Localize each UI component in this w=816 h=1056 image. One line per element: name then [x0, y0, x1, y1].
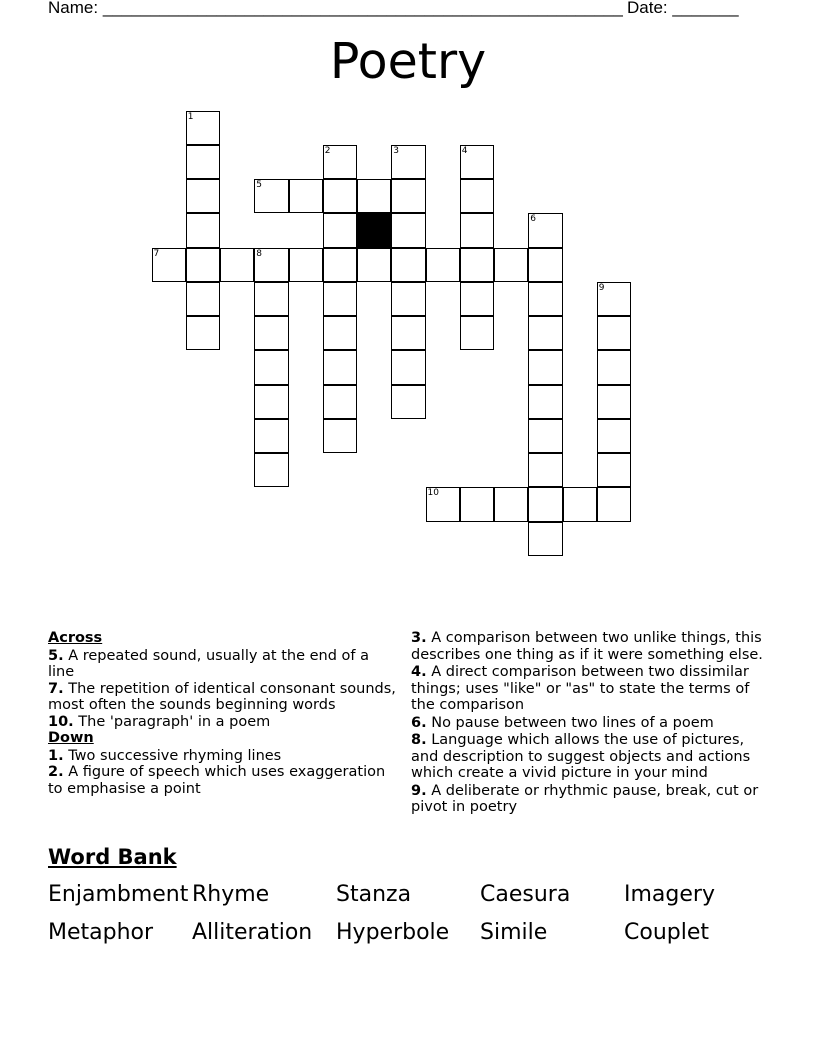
crossword-cell[interactable] [426, 248, 460, 282]
crossword-cell[interactable] [186, 145, 220, 179]
clue-number-label: 2 [324, 145, 331, 156]
clue-down-1 [48, 748, 398, 765]
clue-text: The 'paragraph' in a poem [78, 713, 271, 730]
word-bank-item: Imagery [624, 882, 715, 907]
crossword-cell[interactable] [528, 213, 562, 247]
clue-number: 1. [48, 747, 64, 764]
crossword-cell[interactable] [597, 487, 631, 521]
crossword-cell[interactable] [528, 316, 562, 350]
clue-number-label: 7 [153, 248, 160, 259]
word-bank-item: Metaphor [48, 920, 154, 945]
crossword-cell[interactable] [460, 213, 494, 247]
crossword-cell[interactable] [391, 385, 425, 419]
crossword-cell[interactable] [460, 179, 494, 213]
clue-number: 3. [411, 630, 427, 646]
crossword-cell[interactable] [528, 350, 562, 384]
clue-down-9 [411, 783, 771, 816]
across-heading: Across [48, 630, 103, 646]
clue-number-label: 6 [530, 214, 536, 225]
crossword-cell[interactable] [528, 248, 562, 282]
clue-number-label: 3 [393, 145, 399, 156]
clue-text: A repeated sound, usually at the end of a line [48, 647, 370, 680]
crossword-cell[interactable] [460, 282, 494, 316]
crossword-cell[interactable] [563, 487, 597, 521]
crossword-cell[interactable] [186, 248, 220, 282]
crossword-cell[interactable] [460, 145, 494, 179]
crossword-cell[interactable] [254, 316, 288, 350]
clue-down-6 [411, 715, 771, 732]
crossword-cell[interactable] [254, 248, 288, 282]
clue-text: No pause between two lines of a poem [431, 714, 714, 731]
crossword-cell[interactable] [494, 487, 528, 521]
clue-down-8 [411, 732, 771, 782]
crossword-cell[interactable] [186, 111, 220, 145]
crossword-cell[interactable] [597, 282, 631, 316]
page-title: Poetry [329, 33, 487, 90]
crossword-cell[interactable] [597, 419, 631, 453]
clue-text: The repetition of identical consonant sounds, most often the sounds beginning words [48, 680, 396, 713]
crossword-cell[interactable] [494, 248, 528, 282]
black-square [357, 213, 391, 247]
word-bank-item: Simile [480, 920, 548, 945]
word-bank-title: Word Bank [48, 845, 177, 869]
crossword-cell[interactable] [597, 385, 631, 419]
name-label: Name: [48, 0, 99, 17]
crossword-cell[interactable] [254, 179, 288, 213]
clue-down-2 [48, 764, 398, 797]
clue-text: A deliberate or rhythmic pause, break, cut or pivot in poetry [411, 782, 759, 815]
clue-down-4 [411, 664, 771, 714]
crossword-cell[interactable] [460, 316, 494, 350]
crossword-cell[interactable] [323, 179, 357, 213]
crossword-cell[interactable] [323, 145, 357, 179]
crossword-cell[interactable] [391, 213, 425, 247]
crossword-cell[interactable] [323, 316, 357, 350]
crossword-cell[interactable] [186, 179, 220, 213]
clue-number: 7. [48, 680, 64, 697]
clue-text: A figure of speech which uses exaggeration to emphasise a point [48, 764, 386, 797]
word-bank-item: Stanza [336, 882, 412, 907]
crossword-cell[interactable] [528, 453, 562, 487]
clue-number-label: 5 [256, 180, 262, 190]
date-label: Date: [627, 0, 668, 17]
crossword-cell[interactable] [391, 145, 425, 179]
name-blank: _______________________________________________________ [102, 0, 623, 17]
clue-text: Two successive rhyming lines [68, 747, 282, 764]
clue-down-3 [411, 630, 771, 663]
clue-text: Language which allows the use of pictures, and description to suggest objects and actions which create a vivid picture in your mind [411, 732, 751, 781]
clue-number: 10. [48, 713, 74, 730]
crossword-cell[interactable] [460, 248, 494, 282]
crossword-cell[interactable] [186, 213, 220, 247]
clue-number-label: 10 [427, 488, 439, 499]
crossword-cell[interactable] [289, 179, 323, 213]
clue-text: A direct comparison between two dissimilar things; uses "like" or "as" to state the terms of the comparison [411, 664, 750, 713]
clue-number: 9. [411, 782, 427, 799]
clue-number: 6. [411, 714, 427, 731]
clues-left-column [48, 630, 398, 797]
word-bank-item: Hyperbole [336, 920, 450, 945]
clue-across-5 [48, 648, 398, 681]
crossword-cell[interactable] [391, 282, 425, 316]
crossword-cell[interactable] [254, 385, 288, 419]
crossword-cell[interactable] [289, 248, 323, 282]
clue-number-label: 8 [256, 248, 262, 259]
down-heading: Down [48, 730, 94, 746]
crossword-cell[interactable] [426, 487, 460, 521]
crossword-cell[interactable] [254, 350, 288, 384]
clue-number: 4. [411, 664, 427, 680]
crossword-cell[interactable] [528, 487, 562, 521]
word-bank-item: Alliteration [192, 920, 313, 945]
crossword-cell[interactable] [528, 522, 562, 556]
clue-number-label: 1 [187, 111, 194, 122]
crossword-cell[interactable] [254, 282, 288, 316]
word-bank-item: Rhyme [192, 882, 270, 907]
date-blank: _______ [672, 0, 739, 17]
crossword-cell[interactable] [391, 248, 425, 282]
crossword-cell[interactable] [357, 179, 391, 213]
crossword-cell[interactable] [323, 385, 357, 419]
clue-number-label: 4 [461, 145, 468, 156]
clues-right-column [411, 630, 771, 816]
clue-number-label: 9 [598, 282, 605, 293]
crossword-cell[interactable] [391, 350, 425, 384]
clue-number: 5. [48, 647, 64, 664]
clue-across-10 [48, 714, 398, 731]
clue-number: 8. [411, 732, 427, 748]
crossword-cell[interactable] [391, 316, 425, 350]
crossword-cell[interactable] [528, 282, 562, 316]
crossword-cell[interactable] [528, 419, 562, 453]
crossword-cell[interactable] [220, 248, 254, 282]
crossword-cell[interactable] [528, 385, 562, 419]
crossword-cell[interactable] [152, 248, 186, 282]
crossword-cell[interactable] [323, 419, 357, 453]
clue-across-7 [48, 681, 398, 714]
crossword-cell[interactable] [254, 419, 288, 453]
word-bank-item: Enjambment [48, 882, 189, 907]
crossword-cell[interactable] [597, 453, 631, 487]
crossword-cell[interactable] [460, 487, 494, 521]
crossword-cell[interactable] [323, 282, 357, 316]
crossword-cell[interactable] [186, 282, 220, 316]
crossword-cell[interactable] [323, 350, 357, 384]
clue-text: A comparison between two unlike things, this describes one thing as if it were something else. [411, 630, 763, 663]
word-bank-item: Couplet [624, 920, 710, 945]
word-bank-item: Caesura [480, 882, 571, 907]
crossword-cell[interactable] [186, 316, 220, 350]
crossword-cell[interactable] [597, 350, 631, 384]
crossword-cell[interactable] [254, 453, 288, 487]
crossword-cell[interactable] [391, 179, 425, 213]
crossword-cell[interactable] [597, 316, 631, 350]
crossword-cell[interactable] [323, 248, 357, 282]
clue-number: 2. [48, 764, 64, 780]
crossword-cell[interactable] [357, 248, 391, 282]
crossword-cell[interactable] [323, 213, 357, 247]
